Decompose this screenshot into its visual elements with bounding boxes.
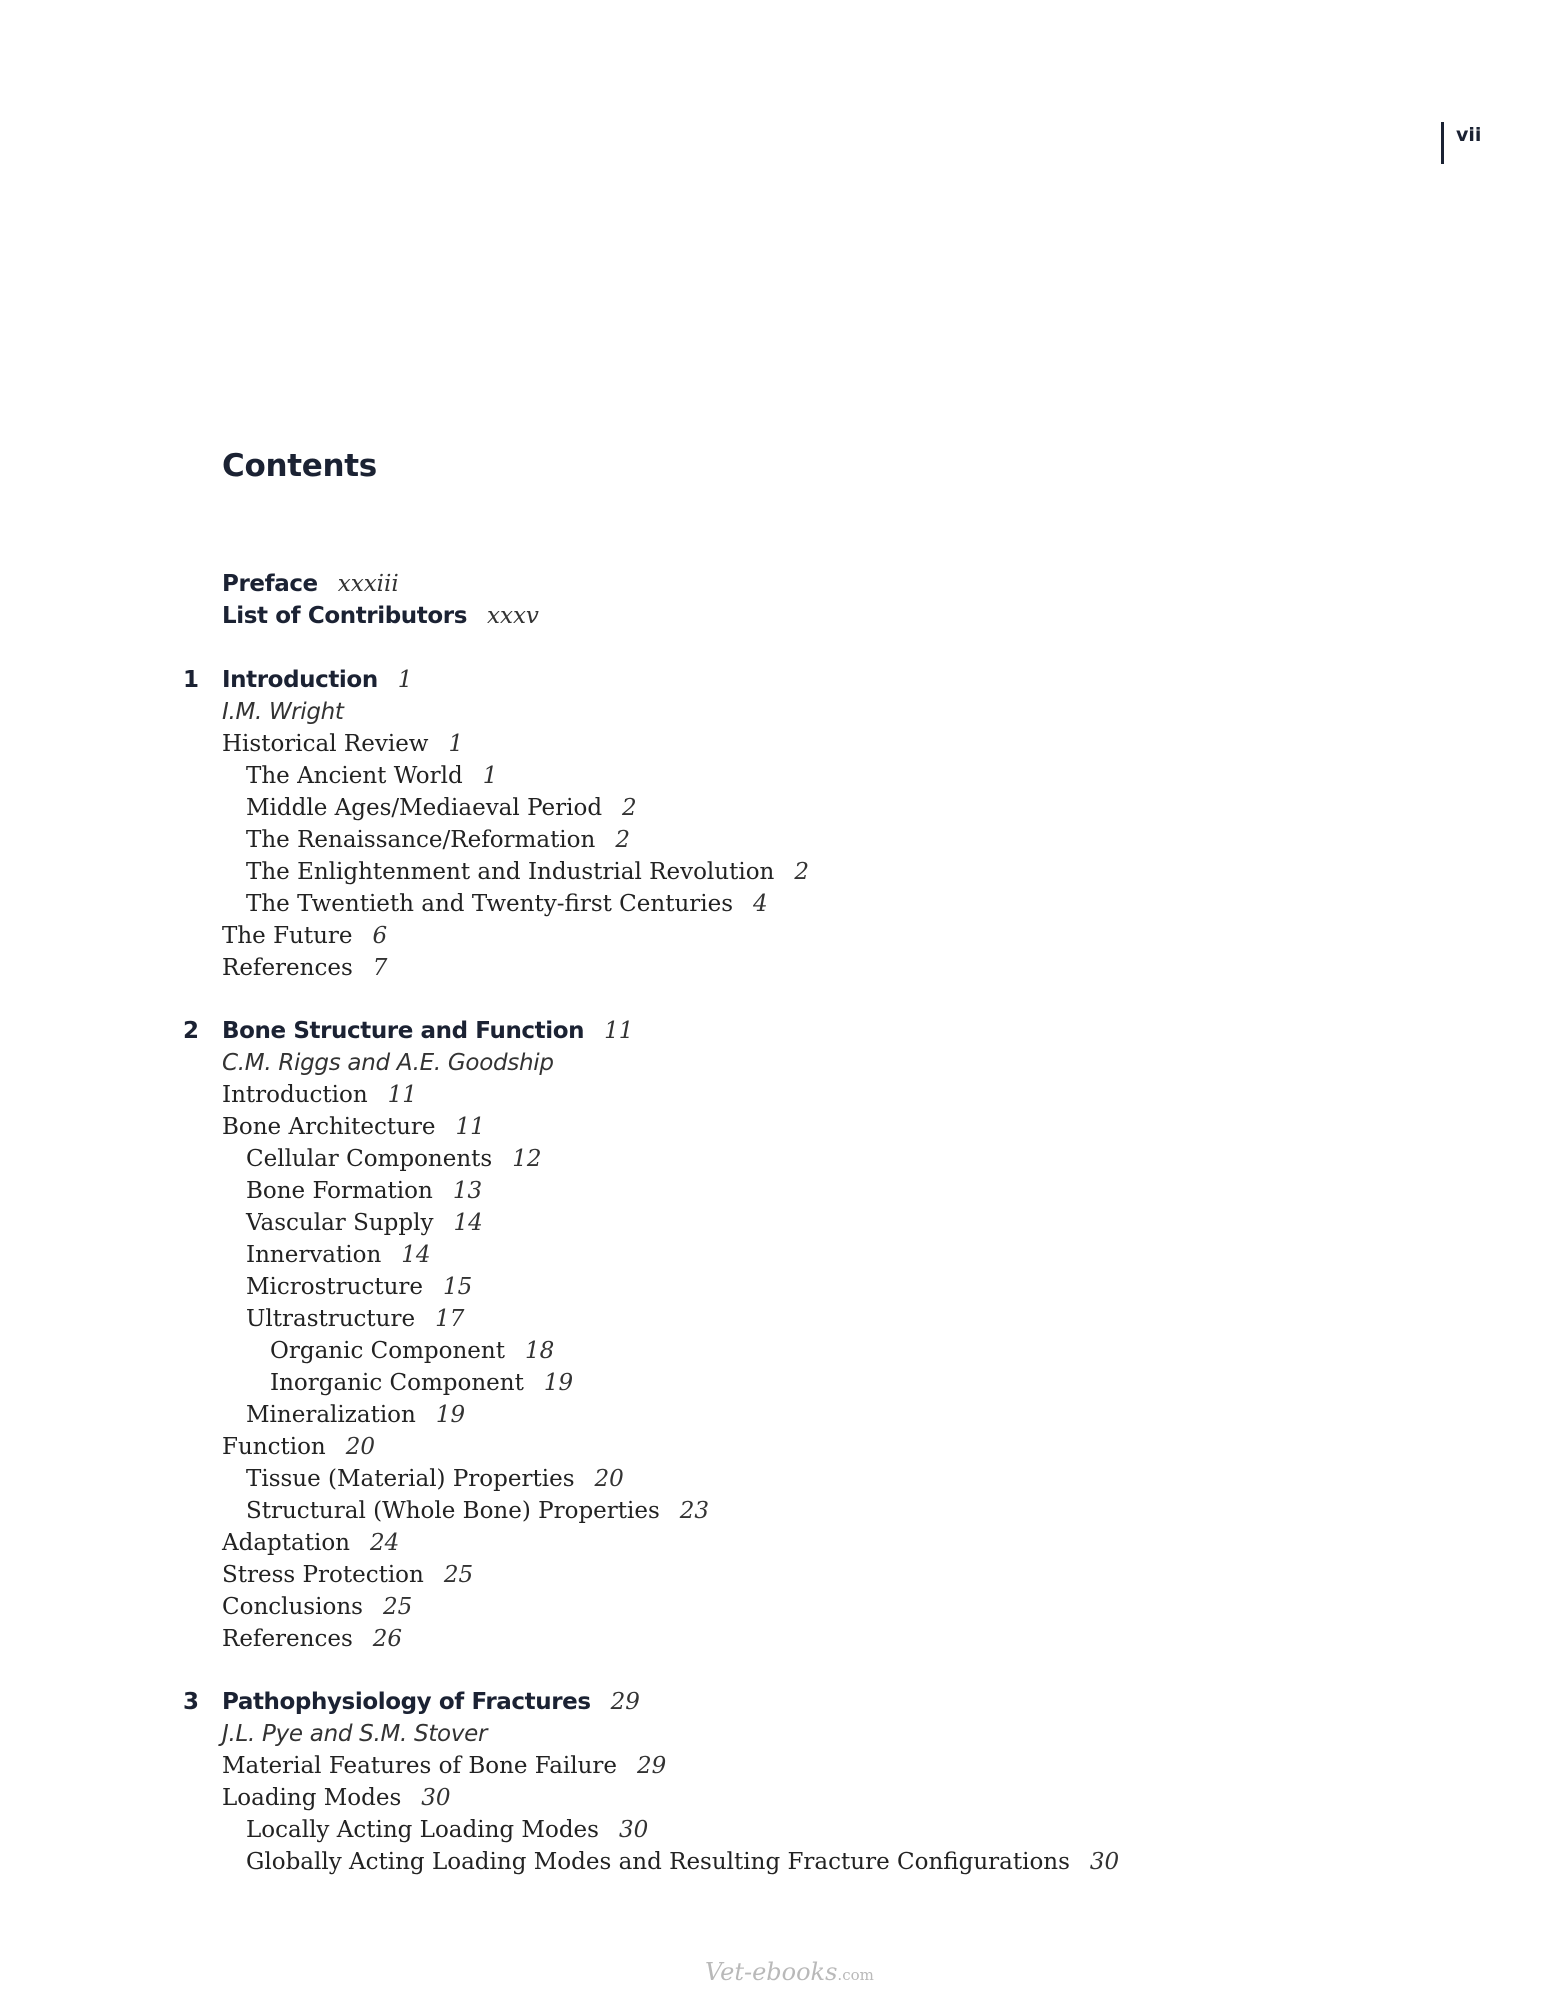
toc-entry[interactable] [246,760,497,792]
toc-entry-page-number: 2 [622,795,637,821]
page-number: vii [1456,124,1482,146]
toc-entry[interactable] [246,1271,472,1303]
toc-entry-page-number: 25 [382,1594,413,1620]
chapter-authors-label: I.M. Wright [222,699,344,725]
chapter-title[interactable] [222,1015,633,1047]
chapter-authors-label: C.M. Riggs and A.E. Goodship [222,1050,554,1076]
toc-entry-label: Bone Formation [246,1178,433,1204]
toc-entry-label: Ultrastructure [246,1306,416,1332]
toc-entry-page-number: 15 [443,1274,473,1300]
toc-entry-label: Structural (Whole Bone) Properties [246,1498,660,1524]
toc-entry-label: References [222,955,353,981]
toc-entry-label: Vascular Supply [246,1210,434,1236]
toc-entry[interactable] [222,1782,451,1814]
toc-entry-page-number: 26 [372,1626,403,1652]
toc-entry[interactable] [222,1079,417,1111]
toc-entry-page-number: 20 [594,1466,624,1492]
toc-entry-label: Globally Acting Loading Modes and Resulting Fracture Configurations [246,1849,1070,1875]
toc-entry[interactable] [246,1399,465,1431]
toc-entry-page-number: 19 [435,1402,466,1428]
toc-entry-page-number: 24 [369,1530,400,1556]
toc-entry-page-number: 2 [615,827,630,853]
toc-entry[interactable] [246,1846,1119,1878]
chapter-authors [222,696,344,728]
toc-entry-label: Locally Acting Loading Modes [246,1817,599,1843]
toc-entry-page-number: 7 [372,955,388,981]
toc-entry-label: Microstructure [246,1274,424,1300]
toc-entry[interactable] [270,1335,554,1367]
toc-entry-page-number: 4 [753,891,768,917]
toc-entry-page-number: 14 [401,1242,431,1268]
toc-entry[interactable] [246,1239,431,1271]
chapter-title-page-number: 11 [604,1018,634,1044]
toc-entry-label: Middle Ages/Mediaeval Period [246,795,603,821]
toc-entry-label: The Twentieth and Twenty-first Centuries [246,891,734,917]
toc-entry[interactable] [246,1143,542,1175]
chapter-title[interactable] [222,1686,640,1718]
chapter-authors-label: J.L. Pye and S.M. Stover [222,1721,488,1747]
toc-entry-page-number: 17 [435,1306,465,1332]
toc-entry[interactable] [222,1111,485,1143]
front-matter-entry-label: List of Contributors [222,603,467,629]
toc-entry[interactable] [246,1814,648,1846]
toc-entry-label: References [222,1626,353,1652]
chapter-title[interactable] [222,664,412,696]
toc-entry-label: Tissue (Material) Properties [246,1466,575,1492]
toc-entry-label: Organic Component [270,1338,505,1364]
toc-entry-label: Bone Architecture [222,1114,436,1140]
front-matter-entry-page-number: xxxv [487,603,539,629]
toc-entry-label: Cellular Components [246,1146,493,1172]
toc-entry-page-number: 1 [482,763,498,789]
toc-entry-label: Material Features of Bone Failure [222,1753,618,1779]
front-matter-entry-page-number: xxxiii [337,571,399,597]
toc-entry[interactable] [222,1527,399,1559]
toc-entry-label: The Future [222,923,353,949]
toc-entry[interactable] [246,1175,482,1207]
toc-entry[interactable] [246,1207,483,1239]
toc-entry-label: Inorganic Component [270,1370,524,1396]
toc-entry-page-number: 30 [421,1785,451,1811]
toc-entry-page-number: 14 [453,1210,483,1236]
chapter-title-label: Pathophysiology of Fractures [222,1689,591,1715]
toc-entry-label: Innervation [246,1242,382,1268]
toc-entry-label: Introduction [222,1082,368,1108]
toc-entry[interactable] [246,1303,464,1335]
toc-entry[interactable] [222,920,387,952]
chapter-authors [222,1047,554,1079]
toc-entry-page-number: 11 [455,1114,485,1140]
toc-entry[interactable] [246,888,768,920]
toc-entry[interactable] [222,1623,402,1655]
toc-entry[interactable] [246,824,630,856]
chapter-title-page-number: 29 [610,1689,640,1715]
toc-entry[interactable] [246,1463,624,1495]
toc-entry-page-number: 18 [524,1338,555,1364]
toc-entry-label: The Renaissance/Reformation [246,827,596,853]
chapter-title-label: Bone Structure and Function [222,1018,585,1044]
watermark-logo: Vet-ebooks.com [705,1958,874,1986]
page-title: Contents [222,448,377,484]
toc-entry[interactable] [222,728,463,760]
toc-entry[interactable] [222,1559,473,1591]
toc-entry-label: The Enlightenment and Industrial Revolution [246,859,775,885]
toc-entry-page-number: 1 [448,731,464,757]
toc-entry-page-number: 11 [387,1082,417,1108]
front-matter-entry[interactable] [222,568,399,600]
toc-entry-label: The Ancient World [246,763,463,789]
toc-entry-page-number: 6 [372,923,388,949]
toc-entry-label: Conclusions [222,1594,363,1620]
toc-entry-page-number: 30 [1089,1849,1120,1875]
front-matter-entry-label: Preface [222,571,318,597]
toc-entry-page-number: 13 [452,1178,483,1204]
toc-entry-label: Stress Protection [222,1562,424,1588]
toc-entry-page-number: 2 [794,859,809,885]
chapter-title-label: Introduction [222,667,378,693]
toc-entry[interactable] [246,1495,709,1527]
toc-entry-label: Adaptation [222,1530,350,1556]
toc-entry-label: Function [222,1434,326,1460]
chapter-title-page-number: 1 [397,667,413,693]
toc-entry-page-number: 25 [443,1562,474,1588]
toc-entry-page-number: 20 [345,1434,376,1460]
toc-entry-label: Mineralization [246,1402,416,1428]
toc-entry-page-number: 23 [679,1498,710,1524]
toc-entry[interactable] [222,1431,375,1463]
toc-entry-page-number: 12 [512,1146,542,1172]
toc-entry[interactable] [222,952,387,984]
chapter-number: 3 [183,1689,200,1715]
chapter-authors [222,1718,487,1750]
folio-rule [1441,122,1444,164]
toc-entry[interactable] [222,1591,412,1623]
toc-entry[interactable] [222,1750,666,1782]
toc-entry-page-number: 30 [618,1817,649,1843]
toc-entry[interactable] [270,1367,573,1399]
toc-entry[interactable] [246,792,637,824]
chapter-number: 2 [183,1018,200,1044]
toc-entry-label: Loading Modes [222,1785,402,1811]
toc-entry-label: Historical Review [222,731,429,757]
chapter-number: 1 [183,667,200,693]
toc-entry-page-number: 19 [543,1370,574,1396]
front-matter-entry[interactable] [222,600,539,632]
toc-entry-page-number: 29 [637,1753,667,1779]
toc-entry[interactable] [246,856,809,888]
